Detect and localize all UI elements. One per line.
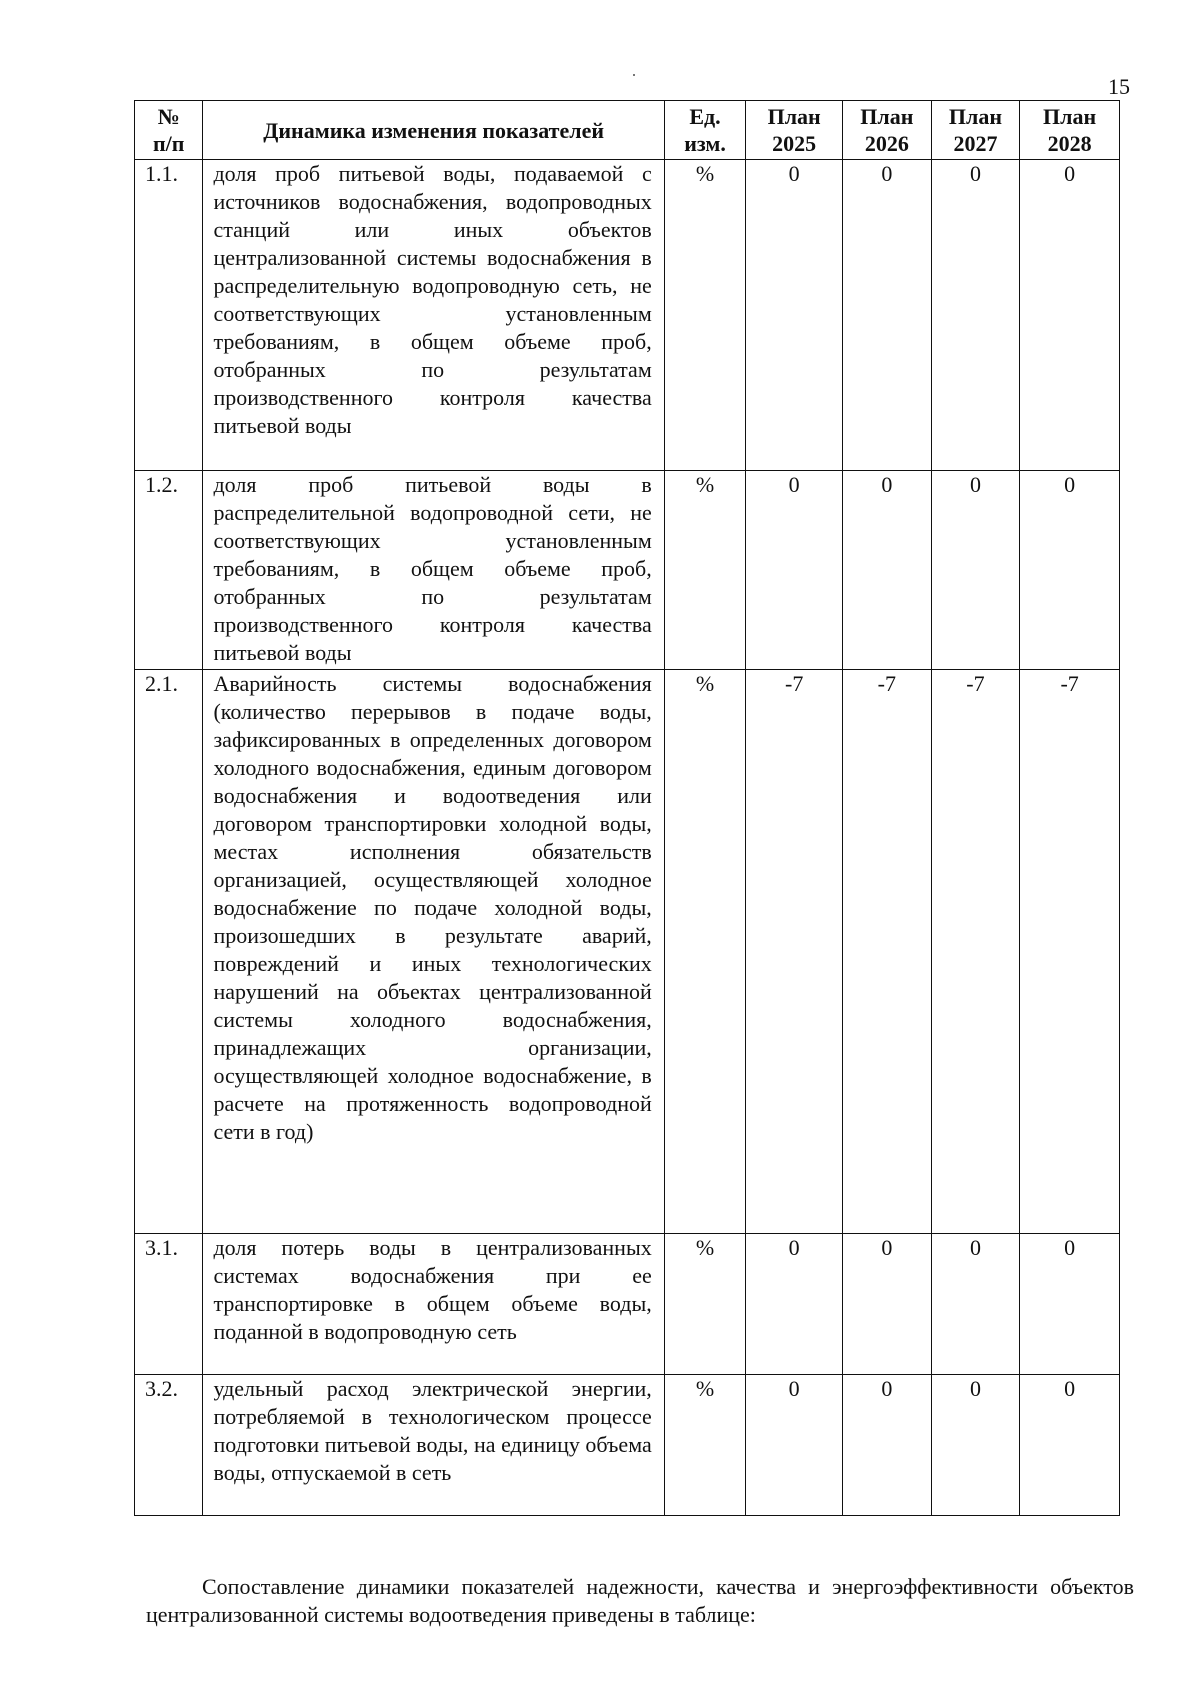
row-unit: % (664, 471, 746, 670)
row-plan-2025: 0 (746, 1234, 843, 1375)
header-plan-2025-label: План 2025 (767, 104, 821, 156)
row-number: 3.2. (135, 1375, 203, 1516)
header-description-label: Динамика изменения показателей (263, 117, 605, 143)
row-description: удельный расход электрической энергии, потребляемой в технологическом процессе подготовки питьевой воды, на единицу объема воды, отпускаемой в сеть (203, 1375, 664, 1516)
row-plan-2026: 0 (843, 1234, 932, 1375)
row-number: 2.1. (135, 670, 203, 1234)
table-row (135, 160, 1120, 471)
row-plan-2025: 0 (746, 1375, 843, 1516)
header-unit (664, 101, 746, 160)
row-plan-2028: 0 (1020, 160, 1120, 471)
row-unit: % (664, 1375, 746, 1516)
header-description (203, 101, 664, 160)
row-unit: % (664, 670, 746, 1234)
header-plan-2028 (1020, 101, 1120, 160)
row-plan-2026: 0 (843, 160, 932, 471)
table-row (135, 471, 1120, 670)
row-plan-2025: -7 (746, 670, 843, 1234)
header-num (135, 101, 203, 160)
header-num-label: № п/п (153, 104, 185, 156)
scan-artifact (633, 74, 635, 76)
row-plan-2028: -7 (1020, 670, 1120, 1234)
row-plan-2028: 0 (1020, 1234, 1120, 1375)
header-plan-2025 (746, 101, 843, 160)
header-plan-2026-label: План 2026 (860, 104, 914, 156)
footer-paragraph: Сопоставление динамики показателей надежности, качества и энергоэффективности объектов централизованной системы водоотведения приведены в таблице: (146, 1574, 1134, 1627)
header-plan-2027 (931, 101, 1020, 160)
row-description: доля проб питьевой воды в распределительной водопроводной сети, не соответствующих установленным требованиям, в общем объеме проб, отобранных по результатам производственного контроля качества питьевой воды (203, 471, 664, 670)
row-description: доля потерь воды в централизованных системах водоснабжения при ее транспортировке в общем объеме воды, поданной в водопроводную сеть (203, 1234, 664, 1375)
table-row (135, 670, 1120, 1234)
row-plan-2027: -7 (931, 670, 1020, 1234)
row-plan-2028: 0 (1020, 471, 1120, 670)
table-header-row (135, 101, 1120, 160)
table-row (135, 1234, 1120, 1375)
header-unit-label: Ед. изм. (684, 104, 726, 156)
row-plan-2026: -7 (843, 670, 932, 1234)
row-plan-2028: 0 (1020, 1375, 1120, 1516)
row-plan-2027: 0 (931, 471, 1020, 670)
row-description: Аварийность системы водоснабжения (количество перерывов в подаче воды, зафиксированных в определенных договором холодного водоснабжения, единым договором водоснабжения и водоотведения или договором транспортировки холодной воды, местах исполнения обязательств организацией, осуществляющей холодное водоснабжение по подаче холодной воды, произошедших в результате аварий, повреждений и иных технологических нарушений на объектах централизованной системы холодного водоснабжения, принадлежащих организации, осуществляющей холодное водоснабжение, в расчете на протяженность водопроводной сети в год) (203, 670, 664, 1234)
row-plan-2026: 0 (843, 1375, 932, 1516)
row-unit: % (664, 160, 746, 471)
row-plan-2027: 0 (931, 160, 1020, 471)
header-plan-2028-label: План 2028 (1043, 104, 1097, 156)
row-plan-2025: 0 (746, 160, 843, 471)
table-row (135, 1375, 1120, 1516)
row-number: 3.1. (135, 1234, 203, 1375)
row-plan-2026: 0 (843, 471, 932, 670)
row-description: доля проб питьевой воды, подаваемой с источников водоснабжения, водопроводных станций или иных объектов централизованной системы водоснабжения в распределительную водопроводную сеть, не соответствующих установленным требованиям, в общем объеме проб, отобранных по результатам производственного контроля качества питьевой воды (203, 160, 664, 471)
indicators-table (134, 100, 1120, 1516)
row-plan-2025: 0 (746, 471, 843, 670)
row-number: 1.1. (135, 160, 203, 471)
row-plan-2027: 0 (931, 1375, 1020, 1516)
row-unit: % (664, 1234, 746, 1375)
row-number: 1.2. (135, 471, 203, 670)
header-plan-2027-label: План 2027 (948, 104, 1002, 156)
page-number: 15 (1108, 74, 1130, 99)
row-plan-2027: 0 (931, 1234, 1020, 1375)
header-plan-2026 (843, 101, 932, 160)
